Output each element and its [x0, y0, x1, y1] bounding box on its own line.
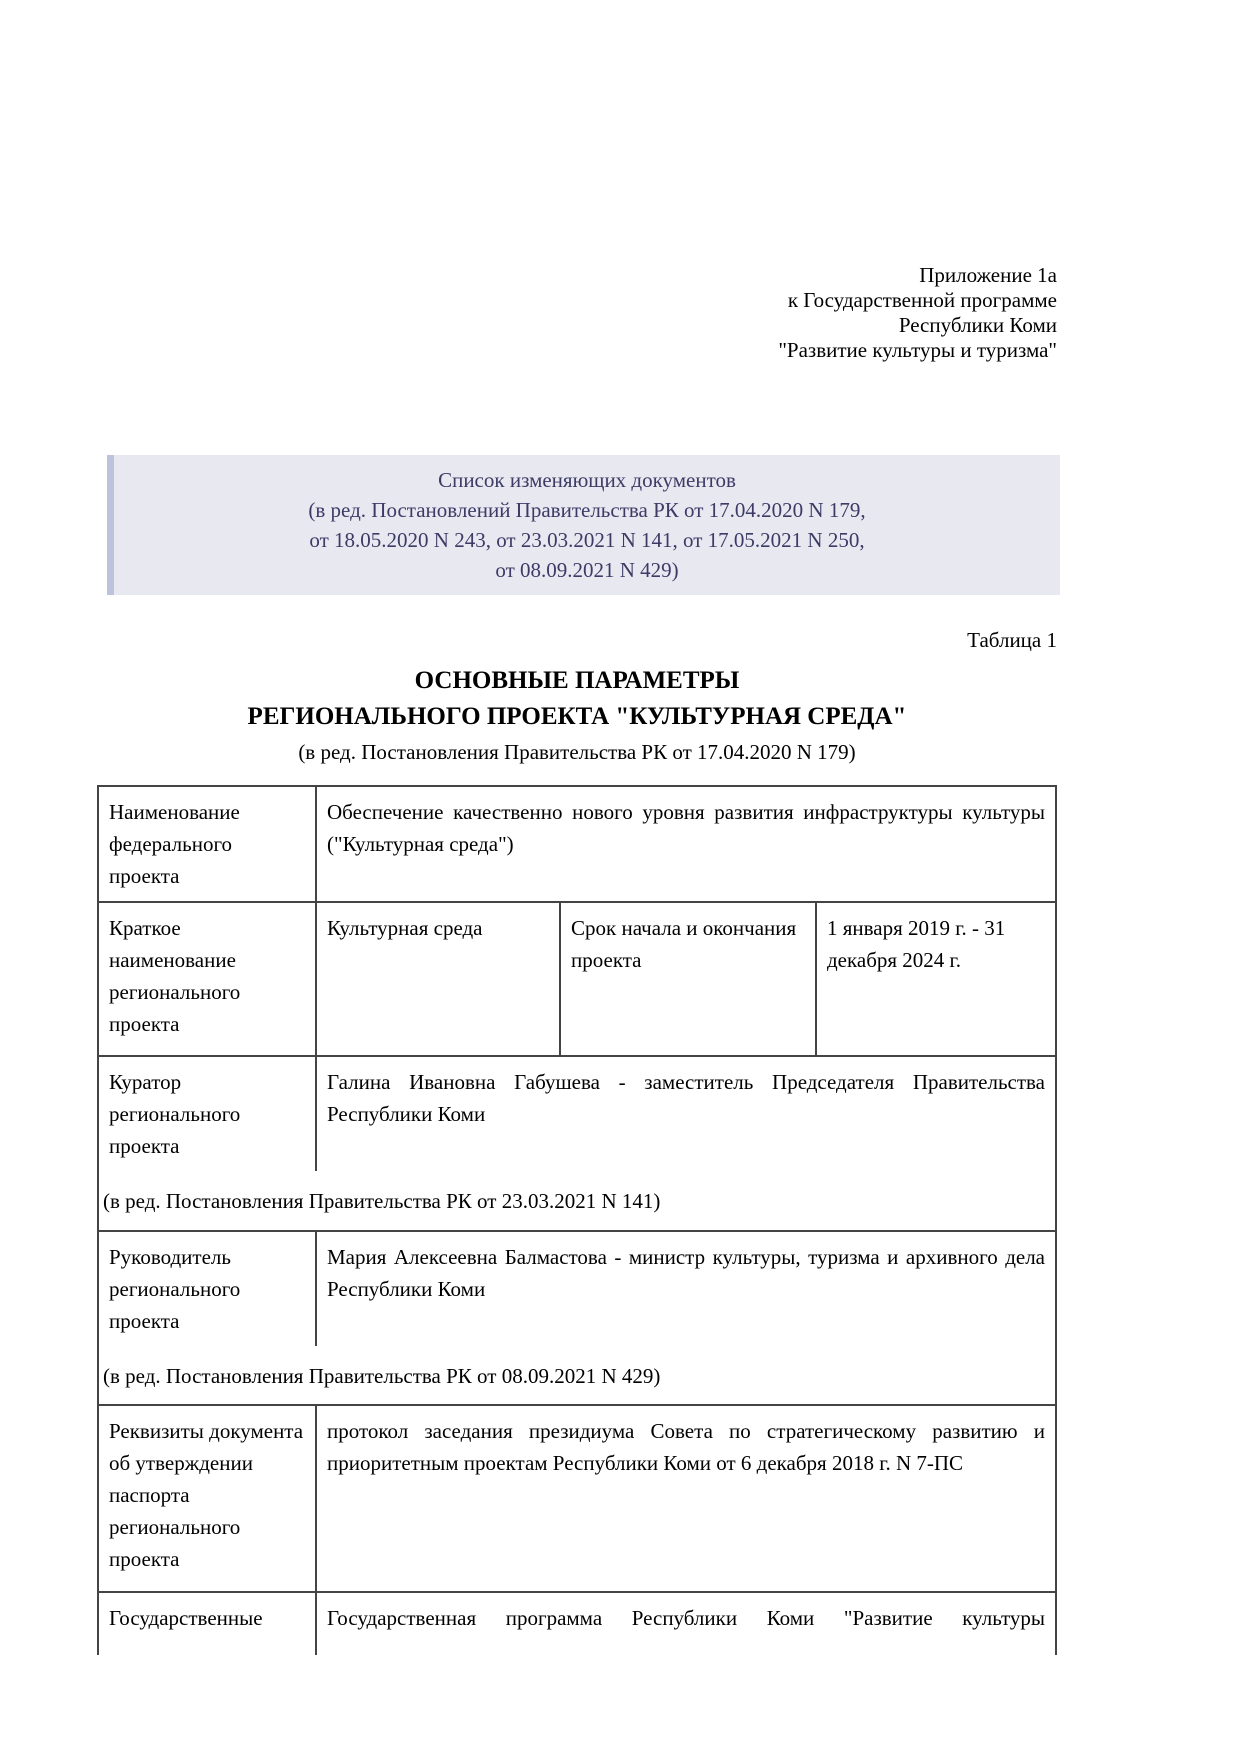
row-cells	[99, 1057, 1055, 1171]
appendix-line: Республики Коми	[898, 313, 1057, 337]
table-row-state-programs-cut	[99, 1593, 1055, 1655]
table-row-head	[99, 1232, 1055, 1406]
amendments-line: (в ред. Постановлений Правительства РК от 17.04.2020 N 179,	[308, 498, 866, 522]
row-value: Мария Алексеевна Балмастова - министр культуры, туризма и архивного дела Республики Коми	[327, 1245, 1045, 1301]
amendments-line: от 18.05.2020 N 243, от 23.03.2021 N 141, от 17.05.2021 N 250,	[309, 528, 865, 552]
amendments-box-title: Список изменяющих документов	[438, 468, 736, 492]
row-edition-note: (в ред. Постановления Правительства РК от 08.09.2021 N 429)	[103, 1364, 661, 1388]
row-value: протокол заседания президиума Совета по стратегическому развитию и приоритетным проектам Республики Коми от 6 декабря 2018 г. N 7-ПС	[327, 1419, 1045, 1475]
amendments-line: от 08.09.2021 N 429)	[495, 558, 679, 582]
row-value: Галина Ивановна Габушева - заместитель Председателя Правительства Республики Коми	[327, 1070, 1045, 1126]
appendix-line: Приложение 1а	[919, 263, 1057, 287]
row-edition-note: (в ред. Постановления Правительства РК от 23.03.2021 N 141)	[103, 1189, 661, 1213]
row-value: Обеспечение качественно нового уровня развития инфраструктуры культуры ("Культурная среда")	[327, 800, 1045, 856]
row-label: Наименование федерального проекта	[99, 787, 317, 901]
row-label: Куратор регионального проекта	[99, 1057, 317, 1171]
row-value-short-name: Культурная среда	[317, 903, 561, 1055]
appendix-header	[778, 263, 1057, 363]
document-title-line-1: ОСНОВНЫЕ ПАРАМЕТРЫ	[414, 667, 740, 694]
amendments-box	[107, 455, 1060, 595]
table-row-curator	[99, 1057, 1055, 1232]
table-row-federal-project-name	[99, 787, 1055, 903]
appendix-line: к Государственной программе	[787, 288, 1057, 312]
row-label-project-dates: Срок начала и окончания проекта	[561, 903, 817, 1055]
parameters-table	[97, 785, 1057, 1655]
document-title	[97, 663, 1057, 767]
row-label: Реквизиты документа об утверждении паспорта регионального проекта	[99, 1406, 317, 1591]
row-label: Руководитель регионального проекта	[99, 1232, 317, 1346]
row-value-project-dates: 1 января 2019 г. - 31 декабря 2024 г.	[827, 916, 1006, 972]
row-value: Государственная программа Республики Коми "Развитие культуры	[327, 1606, 1045, 1630]
document-title-line-2: РЕГИОНАЛЬНОГО ПРОЕКТА "КУЛЬТУРНАЯ СРЕДА"	[247, 703, 907, 730]
appendix-line: "Развитие культуры и туризма"	[778, 338, 1057, 362]
row-label: Государственные	[99, 1593, 317, 1655]
table-caption: Таблица 1	[967, 628, 1057, 652]
title-edition-note: (в ред. Постановления Правительства РК от 17.04.2020 N 179)	[298, 740, 856, 764]
row-cells	[99, 1232, 1055, 1346]
table-row-short-name-and-dates	[99, 903, 1055, 1057]
row-label: Краткое наименование регионального проекта	[99, 903, 317, 1055]
table-row-passport-approval	[99, 1406, 1055, 1593]
